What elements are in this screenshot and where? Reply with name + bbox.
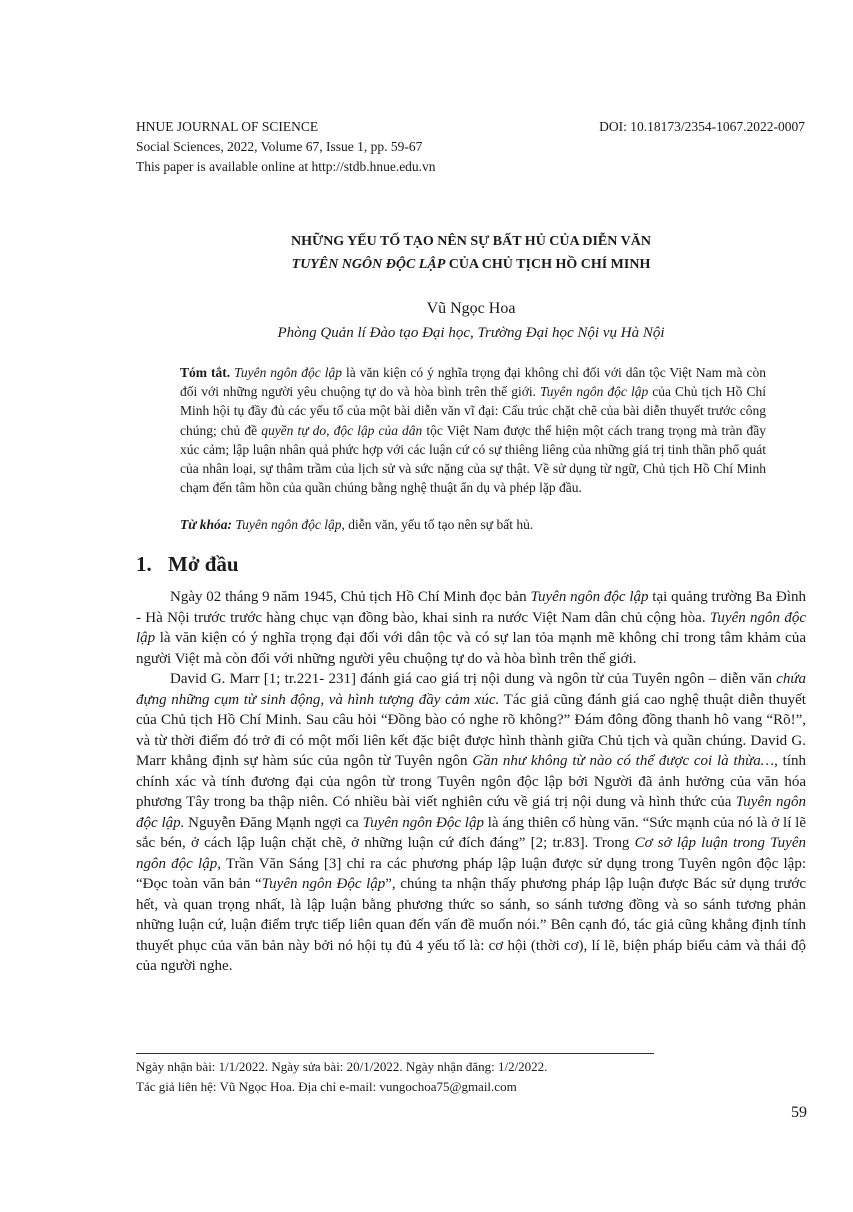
- p2-text-c: , tính chính xác và tính đương đại của ngôn từ trong Tuyên ngôn độc lập bởi Người đã ảnh hưởng của văn hóa phương Tây trong ba thập niên. Có nhiều bài viết nghiên cứu về giá trị nội dung và hình thức của: [136, 753, 807, 810]
- section-heading: [136, 551, 239, 577]
- keywords-label: Từ khóa:: [180, 517, 232, 532]
- online-availability: This paper is available online at http://stdb.hnue.edu.vn: [136, 159, 436, 174]
- p2-italic-5: Cơ sở lập luận trong Tuyên ngôn độc lập: [136, 835, 806, 872]
- footnote-dates: Ngày nhận bài: 1/1/2022. Ngày sửa bài: 20/1/2022. Ngày nhận đăng: 1/2/2022.: [136, 1059, 548, 1074]
- paper-title: [136, 230, 806, 276]
- body-text: [136, 587, 806, 977]
- p2-text-g: ”, chúng ta nhận thấy phương pháp lập luận được Bác sử dụng trước hết, và quan trọng nhất, là lập luận bằng phương thức so sánh, so sánh tương đồng và so sánh tương phản những luận cứ, luận điểm trực tiếp liên quan đến vấn đề muốn nói.” Bên cạnh đó, tác giả cũng khẳng định tính thuyết phục của văn bản này bởi nó hội tụ đủ 4 yếu tố là: cơ hội (thời cơ), lí lẽ, biện pháp biểu cảm và thái độ của người nghe.: [136, 876, 806, 974]
- p2-text-d: Nguyễn Đăng Mạnh ngợi ca: [184, 814, 363, 831]
- keyword-italic: Tuyên ngôn độc lập: [235, 517, 342, 532]
- abstract-label: Tóm tắt.: [180, 365, 231, 380]
- footnote-contact: Tác giả liên hệ: Vũ Ngọc Hoa. Địa chỉ e-mail: vungochoa75@gmail.com: [136, 1079, 517, 1094]
- footnote-divider: [136, 1053, 654, 1054]
- footnotes: [136, 1057, 547, 1097]
- section-number: 1.: [136, 552, 152, 576]
- p2-italic-3: Tuyên ngôn độc lập.: [136, 794, 806, 831]
- journal-name: HNUE JOURNAL OF SCIENCE: [136, 119, 319, 134]
- p2-italic-4: Tuyên ngôn Độc lập: [362, 814, 484, 831]
- author-name: Vũ Ngọc Hoa: [426, 300, 516, 317]
- title-line-1: NHỮNG YẾU TỐ TẠO NÊN SỰ BẤT HỦ CỦA DIỄN VĂN: [291, 234, 651, 249]
- p2-text-f: , Trần Văn Sáng [3] chỉ ra các phương pháp lập luận được sử dụng trong Tuyên ngôn độc lập: “Đọc toàn văn bản “: [136, 855, 807, 892]
- abstract-italic-2: Tuyên ngôn độc lập: [540, 384, 649, 400]
- journal-header: [136, 117, 436, 177]
- p1-italic-1: Tuyên ngôn độc lập: [530, 589, 649, 605]
- p2-italic-6: Tuyên ngôn Độc lập: [261, 876, 386, 892]
- abstract-text-3: tộc Việt Nam được thể hiện một cách trang trọng mà tràn đầy xúc cảm; lập luận nhân quả phức hợp với các luận cứ có sự thiêng liêng của những giá trị tinh thần phổ quát của nhân loại, sự thâm trầm của lịch sử và sức nặng của sự thật. Về sử dụng từ ngữ, Chủ tịch Hồ Chí Minh chạm đến tâm hồn của quần chúng bằng nghệ thuật ẩn dụ và phép lặp đầu.: [180, 422, 766, 496]
- title-rest: CỦA CHỦ TỊCH HỒ CHÍ MINH: [445, 257, 651, 272]
- section-title: Mở đầu: [168, 552, 239, 576]
- page-number: 59: [791, 1104, 807, 1121]
- p1-text-c: là văn kiện có ý nghĩa trọng đại đối với dân tộc và có sự lan tỏa mạnh mẽ không chỉ trong tâm khảm của người Việt mà còn đối với những người yêu chuộng tự do và hòa bình trên thế giới.: [136, 630, 806, 667]
- title-italic: TUYÊN NGÔN ĐỘC LẬP: [291, 257, 446, 272]
- p1-text-b: tại quảng trường Ba Đình - Hà Nội trước trước hàng chục vạn đồng bào, khai sinh ra nước Việt Nam dân chủ cộng hòa.: [136, 589, 807, 626]
- p2-italic-1: chứa đựng những cụm từ sinh động, và hình tượng đầy cảm xúc.: [136, 671, 806, 708]
- abstract: [180, 363, 766, 497]
- author-affiliation: Phòng Quản lí Đào tạo Đại học, Trường Đại học Nội vụ Hà Nội: [277, 325, 665, 341]
- abstract-text-1: là văn kiện có ý nghĩa trọng đại không chỉ đối với dân tộc Việt Nam mà còn đối với những người yêu chuộng tự do và hòa bình trên thế giới.: [180, 365, 767, 400]
- p2-italic-2: Gần như không từ nào có thể được coi là thừa…: [472, 753, 775, 769]
- abstract-text-2: của Chủ tịch Hồ Chí Minh hội tụ đầy đủ các yếu tố của một bài diễn văn vĩ đại: Cấu trúc chặt chẽ của bài diễn thuyết trước công chúng; chủ đề: [180, 384, 766, 438]
- paragraph-1: [136, 587, 806, 669]
- abstract-italic-3: quyền tự do, độc lập của dân: [261, 422, 423, 438]
- title-line-2: [136, 253, 806, 276]
- p2-text-a: David G. Marr [1; tr.221- 231] đánh giá cao giá trị nội dung và ngôn từ của Tuyên ngôn – diễn văn: [170, 671, 777, 687]
- abstract-italic-1: Tuyên ngôn độc lập: [234, 365, 342, 380]
- keywords-rest: , diễn văn, yếu tố tạo nên sự bất hủ.: [341, 517, 534, 532]
- journal-series: Social Sciences, 2022, Volume 67, Issue 1, pp. 59-67: [136, 139, 423, 154]
- p1-italic-2: Tuyên ngôn độc lập: [136, 609, 806, 646]
- p1-text-a: Ngày 02 tháng 9 năm 1945, Chủ tịch Hồ Chí Minh đọc bản: [170, 589, 531, 605]
- keywords: [180, 515, 766, 534]
- paragraph-2: [136, 669, 806, 977]
- p2-text-b: Tác giả cũng đánh giá cao nghệ thuật diễn thuyết của Chủ tịch Hồ Chí Minh. Sau câu hỏi “Đồng bào có nghe rõ không?” Đám đông đồng thanh hô vang “Rõ!”, và từ thời điểm đó trở đi có một mối liên kết đặc biệt được hình thành giữa Chủ tịch và quần chúng. David G. Marr khẳng định sự hàm súc của ngôn từ Tuyên ngôn: [136, 691, 806, 769]
- p2-text-e: là áng thiên cổ hùng văn. “Sức mạnh của nó là ở lí lẽ sắc bén, ở cách lập luận chặt chẽ, ở những luận cứ đích đáng” [2; tr.83]. Trong: [136, 814, 807, 851]
- doi: DOI: 10.18173/2354-1067.2022-0007: [599, 119, 805, 134]
